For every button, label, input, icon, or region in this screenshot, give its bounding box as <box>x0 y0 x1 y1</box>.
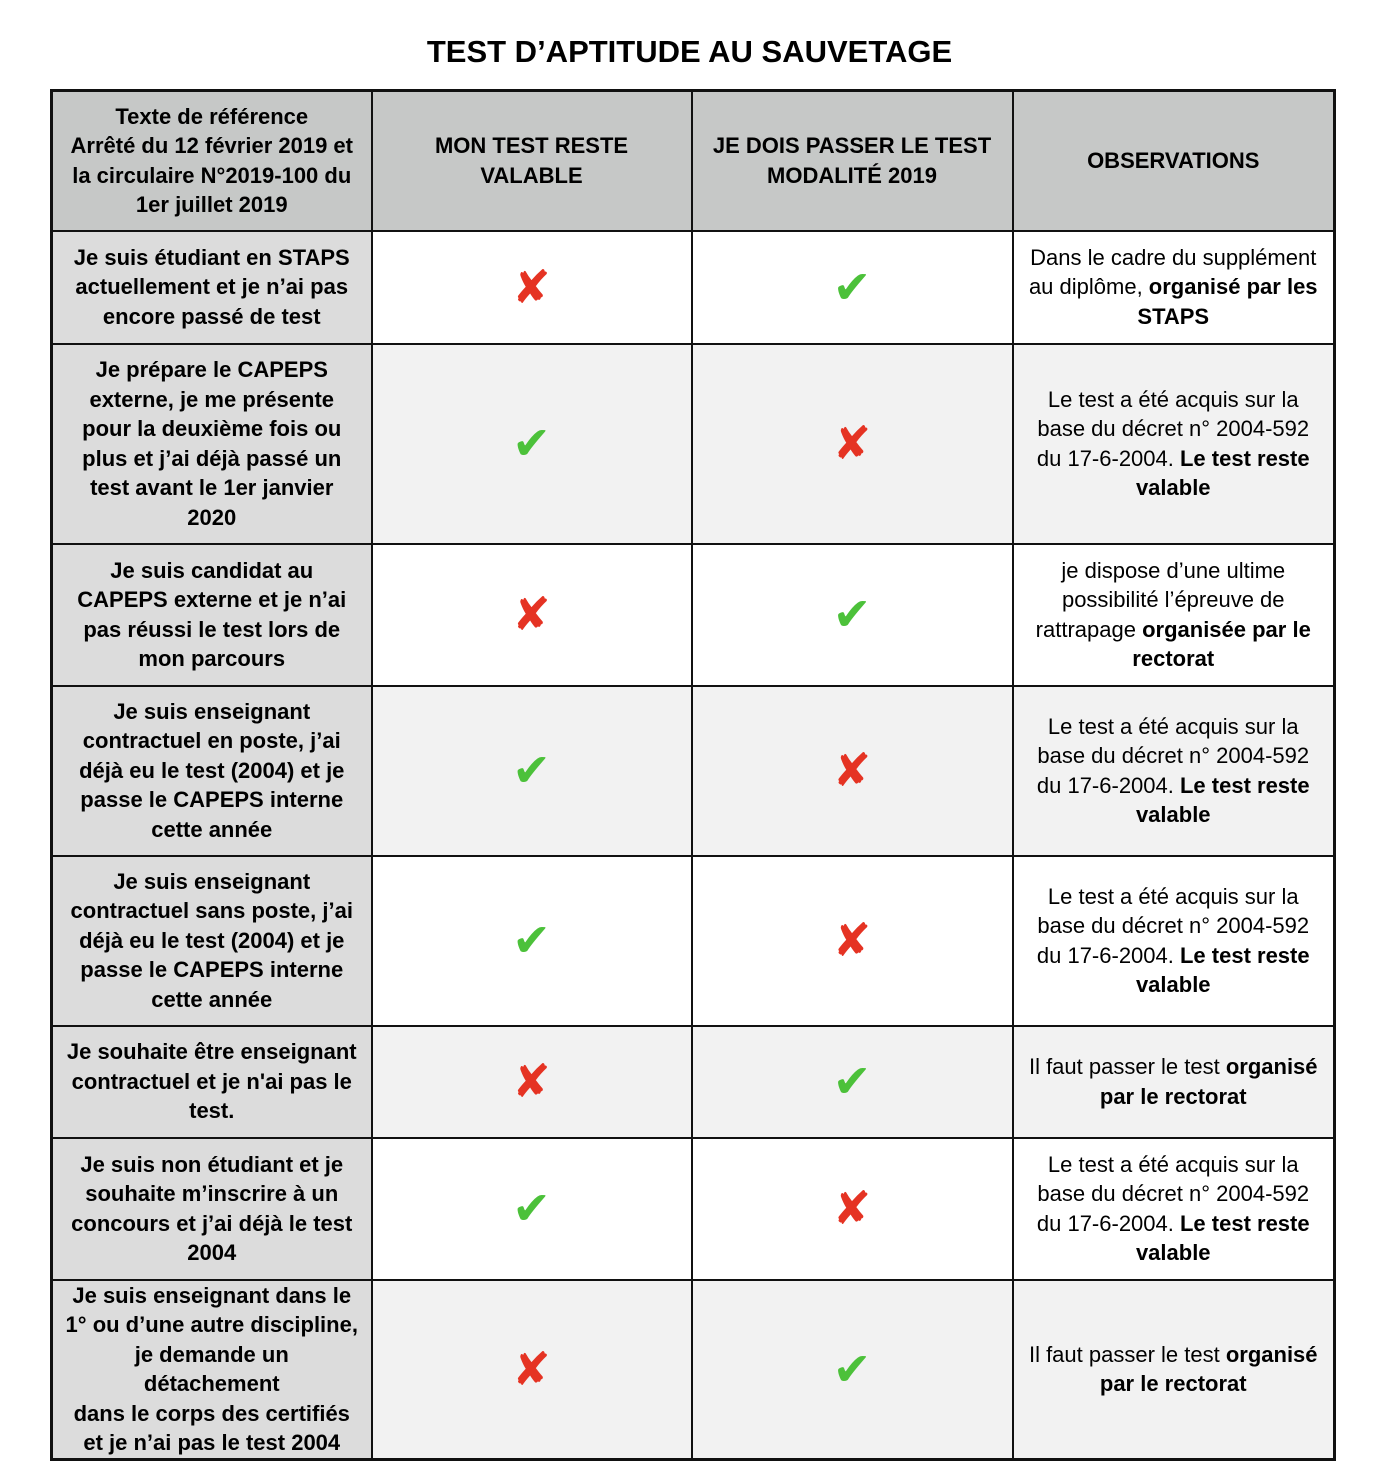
observation-text: je dispose d’une ultime <box>1061 557 1286 583</box>
cross-icon: ✘ <box>832 743 872 798</box>
text-line: Je suis étudiant en STAPS <box>73 244 350 270</box>
text-line: encore passé de test <box>102 303 321 329</box>
test-retake-cell <box>692 344 1013 544</box>
observation-emphasis: valable <box>1135 972 1211 997</box>
observation-text: Il faut passer le test <box>1028 1054 1226 1079</box>
situation-cell <box>52 856 372 1026</box>
text-line: je demande un détachement <box>134 1341 289 1396</box>
table-row <box>52 856 1335 1026</box>
observation-text: Le test a été acquis sur la <box>1047 883 1299 909</box>
text-line: cette année <box>151 816 273 842</box>
situation-cell <box>52 686 372 856</box>
text-line: 1° ou d’une autre discipline, <box>65 1312 358 1337</box>
observation-emphasis: organisé <box>1225 1054 1318 1079</box>
observation-text: rattrapage <box>1035 616 1143 642</box>
check-icon: ✔ <box>832 587 872 642</box>
observation-cell <box>1013 344 1335 544</box>
observation-text: base du décret n° 2004-592 <box>1037 1181 1310 1206</box>
situation-cell <box>52 231 372 344</box>
test-retake-cell <box>692 686 1013 856</box>
text-line: Je suis enseignant dans le <box>72 1282 352 1308</box>
check-icon: ✔ <box>512 1181 551 1236</box>
text-line: Texte de référence <box>115 103 309 129</box>
table-row <box>52 344 1335 544</box>
situation-cell <box>52 1026 372 1138</box>
observation-emphasis: organisé <box>1225 1341 1318 1367</box>
observation-text: base du décret n° 2004-592 <box>1037 416 1310 441</box>
cross-icon: ✘ <box>832 1181 872 1236</box>
text-line: déjà eu le test (2004) et je <box>79 757 345 783</box>
observation-emphasis: Le test reste <box>1179 772 1310 798</box>
text-line: Je suis enseignant <box>113 698 311 724</box>
table-row <box>52 1138 1335 1280</box>
observation-emphasis: valable <box>1135 802 1211 827</box>
check-icon: ✔ <box>832 259 872 314</box>
text-line: Je prépare le CAPEPS <box>95 357 328 382</box>
text-line: JE DOIS PASSER LE TEST <box>712 133 992 159</box>
header-reference <box>52 91 372 231</box>
cross-icon: ✘ <box>512 587 551 642</box>
text-line: Je suis non étudiant et je <box>80 1151 344 1177</box>
situation-cell <box>52 1280 372 1460</box>
test-retake-cell <box>692 231 1013 344</box>
cross-icon: ✘ <box>512 1341 551 1396</box>
test-valid-cell <box>372 1280 692 1460</box>
observation-cell <box>1013 856 1335 1026</box>
observation-emphasis: rectorat <box>1132 646 1215 671</box>
text-line: contractuel et je n'ai pas le <box>71 1068 352 1094</box>
text-line: 2004 <box>187 1240 237 1265</box>
text-line: Je suis candidat au <box>110 557 314 583</box>
test-valid-cell <box>372 1026 692 1138</box>
text-line: déjà eu le test (2004) et je <box>79 927 345 953</box>
test-valid-cell <box>372 1138 692 1280</box>
observation-emphasis: STAPS <box>1137 303 1210 329</box>
check-icon: ✔ <box>512 416 551 471</box>
text-line: test. <box>189 1098 235 1124</box>
text-line: cette année <box>151 986 273 1012</box>
header-test-valid <box>372 91 692 231</box>
text-line: 1er juillet 2019 <box>135 192 288 218</box>
observation-cell <box>1013 1138 1335 1280</box>
observation-emphasis: Le test reste <box>1179 445 1310 471</box>
observation-emphasis: organisée par le <box>1142 616 1311 642</box>
test-retake-cell <box>692 856 1013 1026</box>
observation-text: du 17-6-2004. <box>1036 942 1180 968</box>
observation-text: du 17-6-2004. <box>1036 772 1180 798</box>
observation-cell <box>1013 231 1335 344</box>
table-row <box>52 1280 1335 1460</box>
test-retake-cell <box>692 1280 1013 1460</box>
observation-emphasis: par le rectorat <box>1099 1371 1247 1396</box>
text-line: MON TEST RESTE <box>434 133 629 159</box>
header-test-retake <box>692 91 1013 231</box>
observation-cell <box>1013 1026 1335 1138</box>
text-line: Je souhaite être enseignant <box>66 1039 357 1065</box>
text-line: pas réussi le test lors de <box>83 616 341 642</box>
table-row <box>52 686 1335 856</box>
text-line: externe, je me présente <box>89 386 335 412</box>
text-line: Je suis enseignant <box>113 868 311 894</box>
text-line: CAPEPS externe et je n’ai <box>77 587 347 612</box>
check-icon: ✔ <box>512 913 551 968</box>
text-line: passe le CAPEPS interne <box>80 787 344 813</box>
observation-emphasis: Le test reste <box>1179 1210 1310 1236</box>
table-row <box>52 231 1335 344</box>
observation-text: Le test a été acquis sur la <box>1047 386 1299 412</box>
observation-emphasis: valable <box>1135 475 1211 500</box>
observation-text: Il faut passer le test <box>1028 1341 1226 1367</box>
test-valid-cell <box>372 686 692 856</box>
observation-text: possibilité l’épreuve de <box>1061 587 1285 612</box>
text-line: passe le CAPEPS interne <box>80 957 344 983</box>
observation-text: au diplôme, <box>1028 274 1149 300</box>
text-line: contractuel en poste, j’ai <box>82 728 341 754</box>
text-line: concours et j’ai déjà le test <box>71 1210 353 1236</box>
text-line: plus et j’ai déjà passé un <box>82 445 342 471</box>
cross-icon: ✘ <box>512 259 551 314</box>
text-line: et je n’ai pas le test 2004 <box>83 1430 341 1455</box>
cross-icon: ✘ <box>832 416 872 471</box>
cross-icon: ✘ <box>512 1054 551 1109</box>
observation-text: base du décret n° 2004-592 <box>1037 743 1310 768</box>
test-retake-cell <box>692 1026 1013 1138</box>
text-line: 2020 <box>187 504 237 530</box>
text-line: mon parcours <box>138 646 286 671</box>
test-retake-cell <box>692 544 1013 686</box>
test-valid-cell <box>372 344 692 544</box>
text-line: la circulaire N°2019-100 du <box>72 162 352 188</box>
text-line: Arrêté du 12 février 2019 et <box>70 133 353 159</box>
test-valid-cell <box>372 544 692 686</box>
text-line: actuellement et je n’ai pas <box>75 274 349 300</box>
observation-emphasis: organisé par les <box>1148 274 1318 300</box>
text-line: MODALITÉ 2019 <box>767 162 937 188</box>
text-line: test avant le 1er janvier <box>90 475 334 500</box>
text-line: souhaite m’inscrire à un <box>85 1181 339 1206</box>
observation-text: Dans le cadre du supplément <box>1030 244 1317 270</box>
situation-cell <box>52 1138 372 1280</box>
check-icon: ✔ <box>832 1054 872 1109</box>
test-retake-cell <box>692 1138 1013 1280</box>
table-row <box>52 1026 1335 1138</box>
situation-cell <box>52 344 372 544</box>
text-line: dans le corps des certifiés <box>73 1400 350 1426</box>
aptitude-table <box>50 89 1336 1461</box>
test-valid-cell <box>372 231 692 344</box>
observation-emphasis: valable <box>1135 1240 1211 1265</box>
text-line: pour la deuxième fois ou <box>82 416 342 441</box>
text-line: contractuel sans poste, j’ai <box>70 898 353 924</box>
observation-emphasis: par le rectorat <box>1099 1083 1247 1109</box>
observation-emphasis: Le test reste <box>1179 942 1310 968</box>
observation-cell <box>1013 544 1335 686</box>
cross-icon: ✘ <box>832 913 872 968</box>
page-title: TEST D’APTITUDE AU SAUVETAGE <box>426 34 953 69</box>
observation-text: Le test a été acquis sur la <box>1047 713 1299 739</box>
observation-text: base du décret n° 2004-592 <box>1037 913 1310 938</box>
text-line: VALABLE <box>480 162 583 188</box>
observation-cell <box>1013 686 1335 856</box>
observation-text: du 17-6-2004. <box>1036 1210 1180 1236</box>
observation-cell <box>1013 1280 1335 1460</box>
test-valid-cell <box>372 856 692 1026</box>
table-row <box>52 544 1335 686</box>
header-observations: OBSERVATIONS <box>1013 91 1335 231</box>
observation-text: du 17-6-2004. <box>1036 445 1180 471</box>
table-header-row <box>52 91 1335 231</box>
observation-text: Le test a été acquis sur la <box>1047 1151 1299 1177</box>
check-icon: ✔ <box>512 743 551 798</box>
check-icon: ✔ <box>832 1341 872 1396</box>
situation-cell <box>52 544 372 686</box>
